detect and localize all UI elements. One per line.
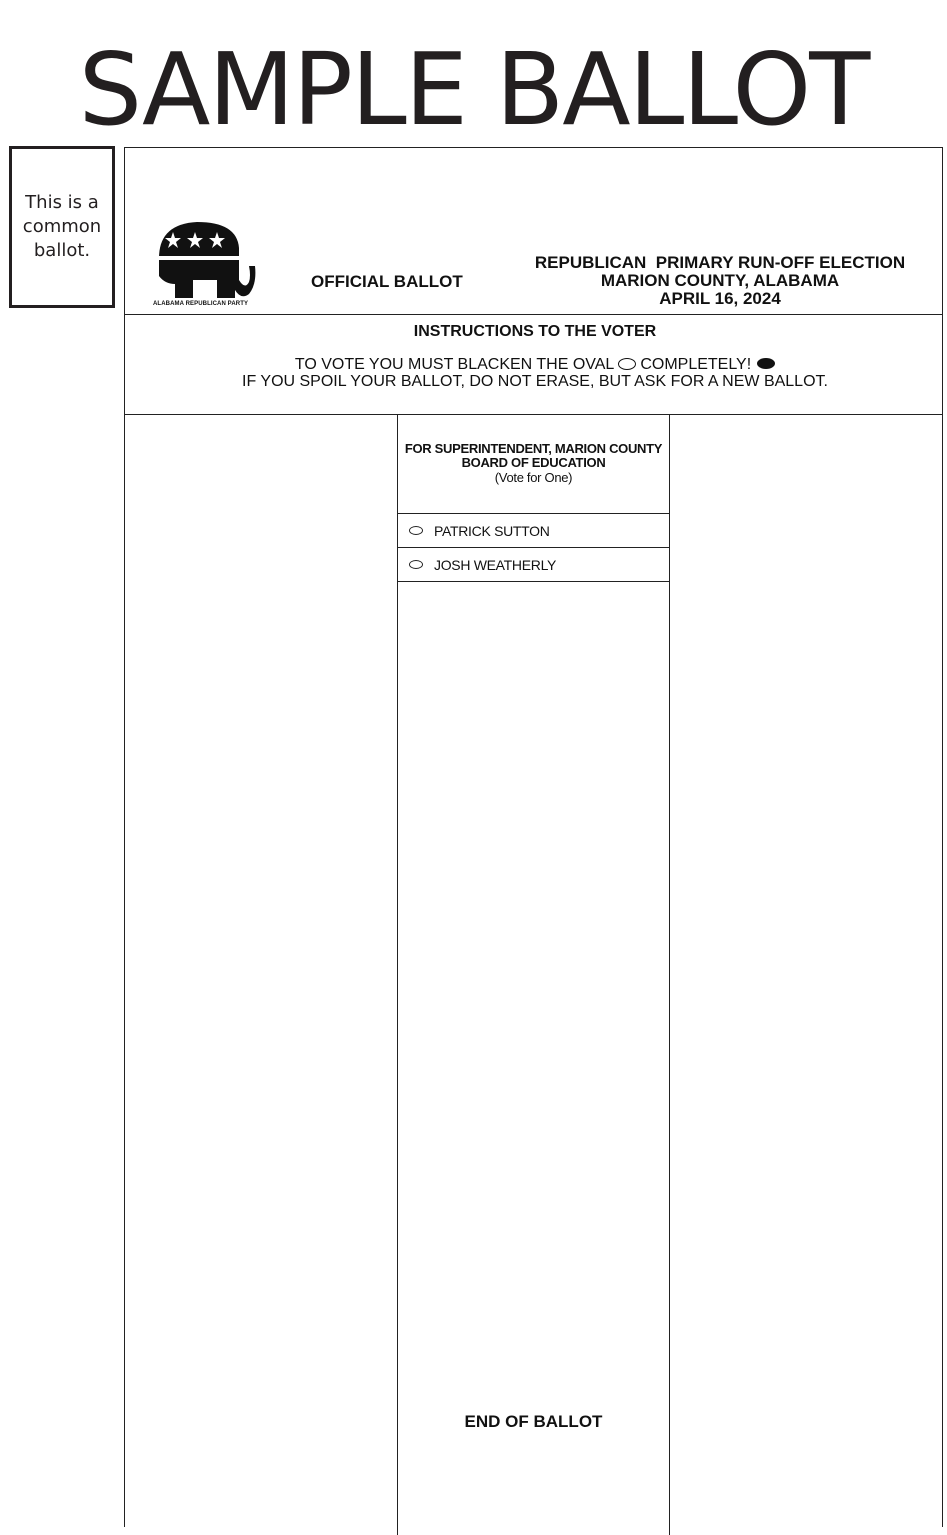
sample-ballot-title: SAMPLE BALLOT: [78, 31, 869, 148]
vote-oval-icon[interactable]: [409, 526, 423, 535]
end-of-ballot-label: END OF BALLOT: [464, 1412, 603, 1431]
instructions-line-1-end: COMPLETELY!: [640, 356, 752, 373]
candidate-row[interactable]: [398, 514, 669, 548]
race-vote-instruction: (Vote for One): [494, 470, 573, 485]
right-column: [670, 415, 942, 1535]
middle-column: [397, 415, 670, 1535]
voter-instructions: [125, 314, 942, 415]
election-county: MARION COUNTY, ALABAMA: [600, 271, 840, 290]
election-date: APRIL 16, 2024: [659, 289, 781, 308]
instructions-line-1-start: TO VOTE YOU MUST BLACKEN THE OVAL: [294, 356, 615, 373]
official-ballot-label: OFFICIAL BALLOT: [311, 272, 463, 291]
election-title: REPUBLICAN PRIMARY RUN-OFF ELECTION: [534, 253, 906, 272]
race-header: [398, 415, 669, 514]
logo-caption: ALABAMA REPUBLICAN PARTY: [153, 301, 249, 307]
candidate-row[interactable]: [398, 548, 669, 582]
ballot-sheet: [124, 147, 943, 1527]
common-ballot-note-text: This is a common ballot.: [22, 192, 102, 261]
instructions-title: INSTRUCTIONS TO THE VOTER: [413, 323, 657, 340]
common-ballot-note: [9, 146, 115, 308]
race-title-line-2: BOARD OF EDUCATION: [461, 455, 606, 470]
race-title-line-1: FOR SUPERINTENDENT, MARION COUNTY: [404, 441, 663, 456]
candidate-name: JOSH WEATHERLY: [434, 557, 557, 573]
empty-oval-icon: [618, 358, 636, 370]
ballot-header: [125, 148, 942, 315]
elephant-icon: [153, 218, 257, 302]
instructions-line-1: [125, 356, 945, 373]
filled-oval-icon: [757, 358, 775, 369]
party-logo: [153, 218, 257, 310]
ballot-columns: [125, 415, 942, 1535]
vote-oval-icon[interactable]: [409, 560, 423, 569]
left-column: [125, 415, 397, 1535]
election-info: [515, 254, 925, 308]
instructions-line-2: IF YOU SPOIL YOUR BALLOT, DO NOT ERASE, BUT ASK FOR A NEW BALLOT.: [242, 373, 828, 390]
candidate-name: PATRICK SUTTON: [434, 523, 550, 539]
